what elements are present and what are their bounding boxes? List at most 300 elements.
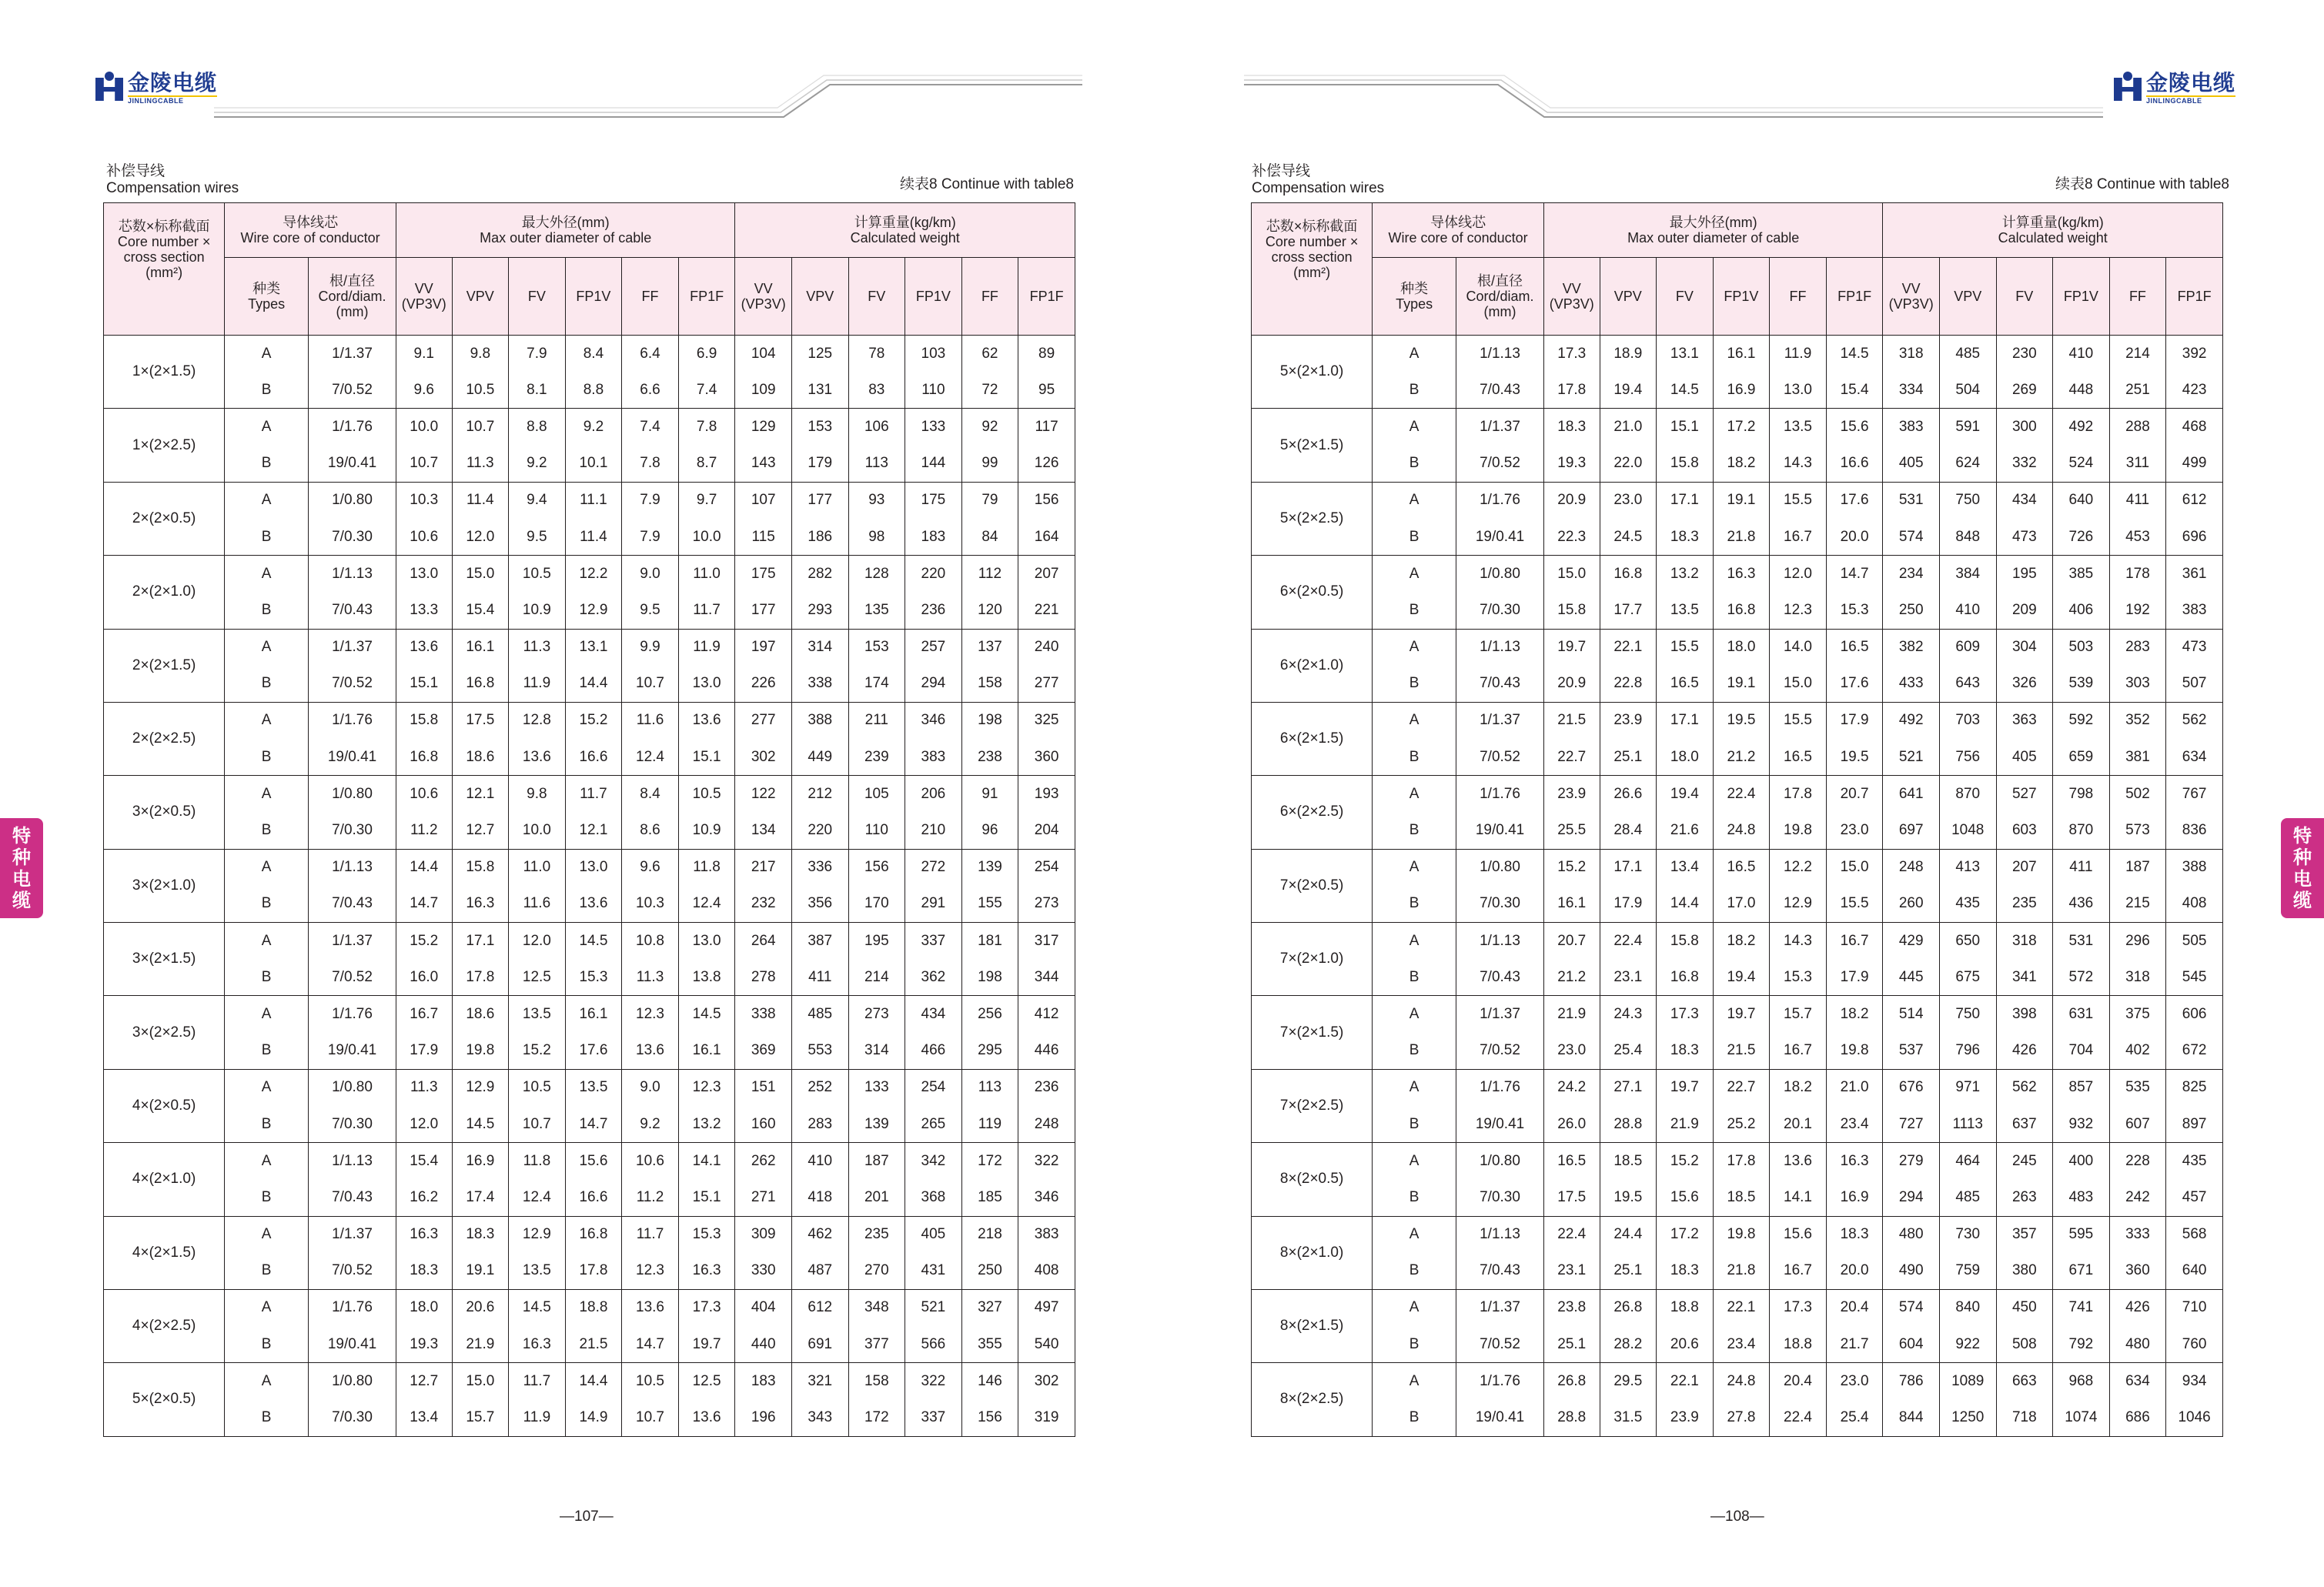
- type-cell: B: [225, 1253, 309, 1290]
- value-cell: 760: [2166, 1326, 2223, 1363]
- value-cell: 11.9: [509, 666, 566, 703]
- header-col-line: VPV: [466, 289, 494, 304]
- value-cell: 562: [2166, 702, 2223, 739]
- value-cell: 383: [905, 739, 962, 776]
- value-cell: 14.1: [678, 1143, 735, 1180]
- core-section-cell: 6×(2×1.0): [1252, 629, 1373, 702]
- value-cell: 7.4: [678, 372, 735, 409]
- section-title-en: Compensation wires: [1252, 180, 1385, 196]
- header-conductor: [1373, 203, 1544, 258]
- header-col-line: FP1F: [2177, 289, 2212, 304]
- header-col-line: FP1F: [1837, 289, 1872, 304]
- value-cell: 9.6: [396, 372, 452, 409]
- value-cell: 12.9: [1770, 886, 1827, 923]
- header-core-line: (mm²): [145, 265, 183, 280]
- table-row: [104, 1289, 1075, 1326]
- core-section-cell: 5×(2×0.5): [104, 1363, 225, 1436]
- core-section-cell: 4×(2×1.5): [104, 1216, 225, 1289]
- value-cell: 1089: [1939, 1363, 1996, 1400]
- header-cord-diam: [1456, 258, 1544, 336]
- spec-table: [1251, 202, 2223, 1437]
- value-cell: 14.3: [1770, 446, 1827, 483]
- header-col-line: FV: [2015, 289, 2034, 304]
- value-cell: 278: [735, 959, 792, 996]
- value-cell: 263: [1996, 1179, 2053, 1216]
- header-types: [1373, 258, 1456, 336]
- value-cell: 18.5: [1600, 1143, 1657, 1180]
- value-cell: 228: [2109, 1143, 2166, 1180]
- value-cell: 435: [1939, 886, 1996, 923]
- value-cell: 220: [905, 556, 962, 593]
- type-cell: B: [1373, 592, 1456, 629]
- value-cell: 11.3: [509, 629, 566, 666]
- value-cell: 18.8: [565, 1289, 622, 1326]
- value-cell: 798: [2053, 776, 2110, 813]
- header-col-fv: [848, 258, 905, 336]
- value-cell: 17.9: [1600, 886, 1657, 923]
- value-cell: 193: [1018, 776, 1075, 813]
- value-cell: 12.2: [1770, 849, 1827, 886]
- value-cell: 449: [791, 739, 848, 776]
- value-cell: 23.0: [1600, 482, 1657, 519]
- value-cell: 718: [1996, 1399, 2053, 1436]
- table-row: [1252, 739, 2223, 776]
- value-cell: 120: [961, 592, 1018, 629]
- value-cell: 17.8: [1713, 1143, 1770, 1180]
- value-cell: 934: [2166, 1363, 2223, 1400]
- table-row: [104, 1179, 1075, 1216]
- value-cell: 22.7: [1713, 1069, 1770, 1106]
- core-section-cell: 1×(2×2.5): [104, 409, 225, 482]
- type-cell: B: [225, 959, 309, 996]
- value-cell: 22.4: [1770, 1399, 1827, 1436]
- value-cell: 10.9: [678, 812, 735, 849]
- value-cell: 13.0: [678, 923, 735, 960]
- header-weight-line: Calculated weight: [1998, 230, 2108, 246]
- header-col-vv: [1883, 258, 1940, 336]
- table-row: [1252, 1216, 2223, 1253]
- type-cell: B: [1373, 1399, 1456, 1436]
- value-cell: 21.5: [1713, 1033, 1770, 1070]
- cord-cell: 1/1.37: [1456, 702, 1544, 739]
- value-cell: 607: [2109, 1106, 2166, 1143]
- value-cell: 330: [735, 1253, 792, 1290]
- value-cell: 14.7: [622, 1326, 679, 1363]
- value-cell: 377: [848, 1326, 905, 1363]
- header-col-fv: [1657, 258, 1714, 336]
- value-cell: 404: [735, 1289, 792, 1326]
- cord-cell: 1/1.13: [309, 849, 396, 886]
- type-cell: A: [225, 629, 309, 666]
- cord-cell: 1/1.37: [1456, 996, 1544, 1033]
- value-cell: 13.6: [509, 739, 566, 776]
- header-col-vv: [735, 258, 792, 336]
- value-cell: 302: [735, 739, 792, 776]
- table-row: [104, 336, 1075, 373]
- value-cell: 93: [848, 482, 905, 519]
- header-types-line: Types: [248, 296, 286, 312]
- value-cell: 23.9: [1657, 1399, 1714, 1436]
- value-cell: 153: [848, 629, 905, 666]
- value-cell: 16.1: [1713, 336, 1770, 373]
- value-cell: 759: [1939, 1253, 1996, 1290]
- value-cell: 631: [2053, 996, 2110, 1033]
- value-cell: 273: [848, 996, 905, 1033]
- brand-logo: [95, 72, 217, 105]
- value-cell: 9.2: [565, 409, 622, 446]
- type-cell: B: [225, 666, 309, 703]
- value-cell: 521: [1883, 739, 1940, 776]
- value-cell: 697: [1883, 812, 1940, 849]
- value-cell: 612: [2166, 482, 2223, 519]
- value-cell: 10.7: [622, 1399, 679, 1436]
- type-cell: B: [1373, 1253, 1456, 1290]
- value-cell: 16.7: [1826, 923, 1883, 960]
- header-col-line: FF: [641, 289, 659, 304]
- value-cell: 531: [2053, 923, 2110, 960]
- value-cell: 13.1: [1657, 336, 1714, 373]
- cord-cell: 19/0.41: [309, 1326, 396, 1363]
- header-col-line: (VP3V): [1888, 296, 1934, 312]
- value-cell: 18.3: [1826, 1216, 1883, 1253]
- value-cell: 20.9: [1543, 482, 1600, 519]
- value-cell: 226: [735, 666, 792, 703]
- value-cell: 16.7: [1770, 1033, 1827, 1070]
- value-cell: 524: [2053, 446, 2110, 483]
- value-cell: 105: [848, 776, 905, 813]
- value-cell: 609: [1939, 629, 1996, 666]
- header-col-line: FF: [1789, 289, 1807, 304]
- value-cell: 361: [2166, 556, 2223, 593]
- value-cell: 13.5: [565, 1069, 622, 1106]
- header-col-ff: [622, 258, 679, 336]
- value-cell: 18.6: [452, 996, 509, 1033]
- cord-cell: 1/0.80: [309, 482, 396, 519]
- header-maxdiam-line: Max outer diameter of cable: [1627, 230, 1800, 246]
- value-cell: 23.4: [1826, 1106, 1883, 1143]
- value-cell: 139: [848, 1106, 905, 1143]
- value-cell: 17.3: [1657, 996, 1714, 1033]
- cord-cell: 1/1.76: [309, 996, 396, 1033]
- table-row: [104, 519, 1075, 556]
- value-cell: 9.9: [622, 629, 679, 666]
- value-cell: 128: [848, 556, 905, 593]
- type-cell: A: [225, 1069, 309, 1106]
- header-cord-line: (mm): [1483, 304, 1516, 319]
- value-cell: 17.8: [1543, 372, 1600, 409]
- header-col-line: VPV: [1954, 289, 1982, 304]
- value-cell: 254: [905, 1069, 962, 1106]
- value-cell: 15.8: [1543, 592, 1600, 629]
- type-cell: B: [1373, 959, 1456, 996]
- value-cell: 634: [2109, 1363, 2166, 1400]
- value-cell: 15.1: [396, 666, 452, 703]
- value-cell: 14.4: [1657, 886, 1714, 923]
- value-cell: 10.5: [452, 372, 509, 409]
- value-cell: 10.7: [509, 1106, 566, 1143]
- type-cell: B: [225, 1106, 309, 1143]
- core-section-cell: 1×(2×1.5): [104, 336, 225, 409]
- table-row: [104, 592, 1075, 629]
- value-cell: 10.5: [622, 1363, 679, 1400]
- core-section-cell: 3×(2×1.5): [104, 923, 225, 996]
- value-cell: 15.8: [396, 702, 452, 739]
- table-row: [1252, 1033, 2223, 1070]
- cord-cell: 7/0.43: [309, 592, 396, 629]
- value-cell: 15.0: [1770, 666, 1827, 703]
- value-cell: 426: [2109, 1289, 2166, 1326]
- value-cell: 574: [1883, 1289, 1940, 1326]
- value-cell: 12.9: [452, 1069, 509, 1106]
- value-cell: 16.8: [1713, 592, 1770, 629]
- value-cell: 14.0: [1770, 629, 1827, 666]
- value-cell: 485: [791, 996, 848, 1033]
- value-cell: 19.3: [396, 1326, 452, 1363]
- value-cell: 10.9: [509, 592, 566, 629]
- value-cell: 483: [2053, 1179, 2110, 1216]
- header-col-line: VV: [754, 281, 773, 296]
- value-cell: 16.8: [1657, 959, 1714, 996]
- value-cell: 9.8: [452, 336, 509, 373]
- value-cell: 16.3: [452, 886, 509, 923]
- header-col-line: FP1F: [690, 289, 724, 304]
- value-cell: 1046: [2166, 1399, 2223, 1436]
- value-cell: 24.4: [1600, 1216, 1657, 1253]
- type-cell: A: [1373, 776, 1456, 813]
- type-cell: A: [225, 1143, 309, 1180]
- header-types-line: Types: [1396, 296, 1433, 312]
- value-cell: 156: [961, 1399, 1018, 1436]
- value-cell: 922: [1939, 1326, 1996, 1363]
- value-cell: 17.6: [565, 1033, 622, 1070]
- table-row: [104, 776, 1075, 813]
- table-row: [104, 666, 1075, 703]
- header-col-line: VV: [1901, 281, 1921, 296]
- value-cell: 13.5: [509, 1253, 566, 1290]
- value-cell: 334: [1883, 372, 1940, 409]
- value-cell: 19.4: [1657, 776, 1714, 813]
- value-cell: 177: [735, 592, 792, 629]
- brand-name-en: JINLINGCABLE: [2146, 95, 2235, 105]
- value-cell: 11.6: [509, 886, 566, 923]
- value-cell: 28.8: [1600, 1106, 1657, 1143]
- value-cell: 398: [1996, 996, 2053, 1033]
- value-cell: 17.3: [1543, 336, 1600, 373]
- value-cell: 466: [905, 1033, 962, 1070]
- value-cell: 21.9: [452, 1326, 509, 1363]
- header-decor-lines: [214, 74, 1082, 120]
- value-cell: 18.3: [452, 1216, 509, 1253]
- value-cell: 592: [2053, 702, 2110, 739]
- value-cell: 410: [2053, 336, 2110, 373]
- value-cell: 187: [2109, 849, 2166, 886]
- cord-cell: 1/1.76: [1456, 1069, 1544, 1106]
- header-conductor-line: 导体线芯: [283, 215, 339, 230]
- header-col-vv: [1543, 258, 1600, 336]
- value-cell: 10.6: [622, 1143, 679, 1180]
- value-cell: 12.0: [396, 1106, 452, 1143]
- value-cell: 16.8: [452, 666, 509, 703]
- type-cell: B: [1373, 446, 1456, 483]
- brand-name-cn: 金陵电缆: [128, 70, 218, 95]
- cord-cell: 7/0.30: [309, 1399, 396, 1436]
- value-cell: 133: [905, 409, 962, 446]
- value-cell: 250: [961, 1253, 1018, 1290]
- value-cell: 535: [2109, 1069, 2166, 1106]
- type-cell: A: [1373, 702, 1456, 739]
- header-col-line: FP1F: [1029, 289, 1064, 304]
- value-cell: 562: [1996, 1069, 2053, 1106]
- value-cell: 400: [2053, 1143, 2110, 1180]
- table-row: [1252, 1363, 2223, 1400]
- value-cell: 143: [735, 446, 792, 483]
- value-cell: 857: [2053, 1069, 2110, 1106]
- value-cell: 360: [2109, 1253, 2166, 1290]
- type-cell: A: [1373, 482, 1456, 519]
- cord-cell: 7/0.52: [1456, 739, 1544, 776]
- value-cell: 25.2: [1713, 1106, 1770, 1143]
- value-cell: 15.7: [452, 1399, 509, 1436]
- cord-cell: 19/0.41: [1456, 812, 1544, 849]
- page-number: —108—: [1710, 1508, 1764, 1525]
- value-cell: 15.2: [1657, 1143, 1714, 1180]
- value-cell: 612: [791, 1289, 848, 1326]
- value-cell: 15.4: [396, 1143, 452, 1180]
- value-cell: 16.2: [396, 1179, 452, 1216]
- value-cell: 408: [2166, 886, 2223, 923]
- value-cell: 220: [791, 812, 848, 849]
- value-cell: 568: [2166, 1216, 2223, 1253]
- value-cell: 218: [961, 1216, 1018, 1253]
- type-cell: B: [225, 812, 309, 849]
- value-cell: 16.3: [509, 1326, 566, 1363]
- cord-cell: 1/1.76: [1456, 482, 1544, 519]
- type-cell: B: [1373, 666, 1456, 703]
- table-row: [104, 1069, 1075, 1106]
- value-cell: 16.5: [1657, 666, 1714, 703]
- table-row: [1252, 812, 2223, 849]
- table-row: [104, 409, 1075, 446]
- type-cell: A: [1373, 1363, 1456, 1400]
- cord-cell: 1/1.13: [1456, 1216, 1544, 1253]
- value-cell: 15.6: [1826, 409, 1883, 446]
- value-cell: 288: [2109, 409, 2166, 446]
- value-cell: 333: [2109, 1216, 2166, 1253]
- value-cell: 15.5: [1657, 629, 1714, 666]
- value-cell: 480: [2109, 1326, 2166, 1363]
- value-cell: 848: [1939, 519, 1996, 556]
- section-title: [1252, 163, 1384, 197]
- value-cell: 172: [848, 1399, 905, 1436]
- value-cell: 383: [1883, 409, 1940, 446]
- value-cell: 573: [2109, 812, 2166, 849]
- value-cell: 566: [905, 1326, 962, 1363]
- value-cell: 418: [791, 1179, 848, 1216]
- value-cell: 502: [2109, 776, 2166, 813]
- value-cell: 15.0: [1543, 556, 1600, 593]
- value-cell: 291: [905, 886, 962, 923]
- value-cell: 17.4: [452, 1179, 509, 1216]
- value-cell: 18.3: [1543, 409, 1600, 446]
- value-cell: 11.7: [622, 1216, 679, 1253]
- value-cell: 20.6: [452, 1289, 509, 1326]
- header-core-line: Core number ×: [1265, 234, 1359, 249]
- core-section-cell: 8×(2×2.5): [1252, 1363, 1373, 1436]
- cord-cell: 1/0.80: [1456, 849, 1544, 886]
- value-cell: 18.3: [1657, 1253, 1714, 1290]
- value-cell: 12.1: [452, 776, 509, 813]
- value-cell: 531: [1883, 482, 1940, 519]
- value-cell: 23.1: [1543, 1253, 1600, 1290]
- core-section-cell: 6×(2×2.5): [1252, 776, 1373, 849]
- type-cell: B: [225, 1033, 309, 1070]
- header-col-fp1v: [565, 258, 622, 336]
- value-cell: 6.4: [622, 336, 679, 373]
- value-cell: 12.3: [622, 1253, 679, 1290]
- value-cell: 505: [2166, 923, 2223, 960]
- value-cell: 318: [2109, 959, 2166, 996]
- value-cell: 9.5: [509, 519, 566, 556]
- side-tab: [0, 818, 43, 918]
- table-row: [1252, 1289, 2223, 1326]
- value-cell: 10.8: [622, 923, 679, 960]
- type-cell: B: [225, 886, 309, 923]
- value-cell: 10.7: [396, 446, 452, 483]
- value-cell: 343: [791, 1399, 848, 1436]
- value-cell: 17.8: [1770, 776, 1827, 813]
- value-cell: 521: [905, 1289, 962, 1326]
- header-col-line: FP1V: [576, 289, 611, 304]
- value-cell: 741: [2053, 1289, 2110, 1326]
- core-section-cell: 4×(2×1.0): [104, 1143, 225, 1216]
- core-section-cell: 2×(2×2.5): [104, 702, 225, 775]
- header-col-line: FP1V: [2063, 289, 2098, 304]
- side-tab-char: 种: [2293, 847, 2312, 868]
- value-cell: 464: [1939, 1143, 1996, 1180]
- value-cell: 264: [735, 923, 792, 960]
- value-cell: 485: [1939, 1179, 1996, 1216]
- value-cell: 19.4: [1600, 372, 1657, 409]
- value-cell: 16.3: [396, 1216, 452, 1253]
- value-cell: 15.8: [1657, 923, 1714, 960]
- value-cell: 16.6: [565, 1179, 622, 1216]
- value-cell: 14.4: [396, 849, 452, 886]
- value-cell: 703: [1939, 702, 1996, 739]
- value-cell: 304: [1996, 629, 2053, 666]
- cord-cell: 1/1.37: [309, 336, 396, 373]
- value-cell: 18.9: [1600, 336, 1657, 373]
- header-col-vpv: [452, 258, 509, 336]
- value-cell: 19.7: [1657, 1069, 1714, 1106]
- value-cell: 146: [961, 1363, 1018, 1400]
- value-cell: 21.2: [1543, 959, 1600, 996]
- value-cell: 9.0: [622, 1069, 679, 1106]
- value-cell: 14.1: [1770, 1179, 1827, 1216]
- value-cell: 19.5: [1600, 1179, 1657, 1216]
- value-cell: 210: [905, 812, 962, 849]
- value-cell: 539: [2053, 666, 2110, 703]
- value-cell: 21.7: [1826, 1326, 1883, 1363]
- side-tab-char: 电: [2293, 868, 2312, 890]
- value-cell: 21.0: [1600, 409, 1657, 446]
- value-cell: 26.6: [1600, 776, 1657, 813]
- value-cell: 15.4: [452, 592, 509, 629]
- value-cell: 13.1: [565, 629, 622, 666]
- value-cell: 207: [1018, 556, 1075, 593]
- header-core-line: 芯数×标称截面: [118, 219, 210, 234]
- value-cell: 595: [2053, 1216, 2110, 1253]
- header-cord-line: (mm): [336, 304, 369, 319]
